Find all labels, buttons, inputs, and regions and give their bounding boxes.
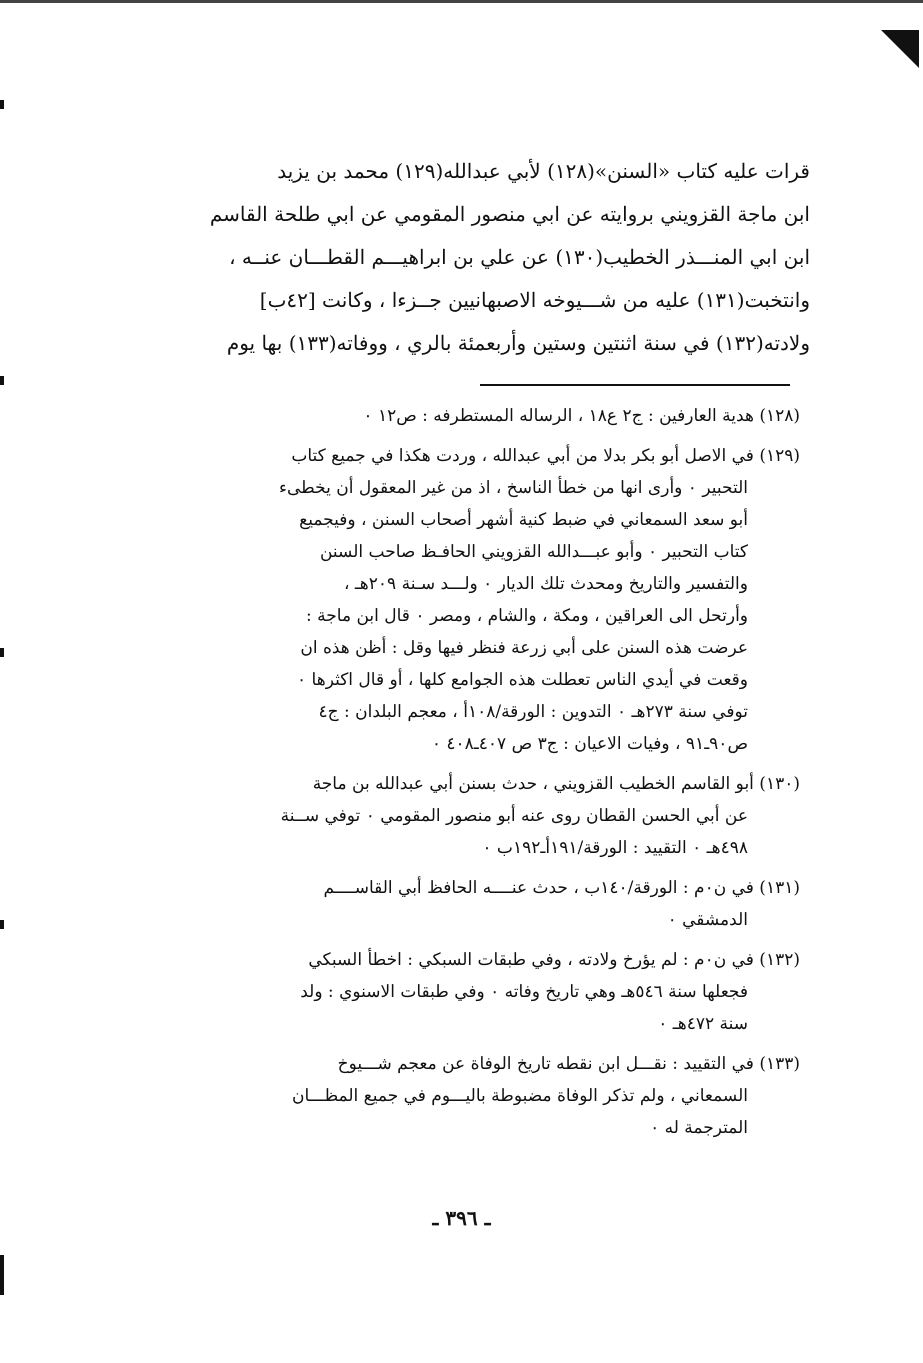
footnote-128 — [140, 400, 800, 432]
main-text-line: ابن ابي المنـــذر الخطيب(١٣٠) عن علي بن ابراهيـــم القطـــان عنــه ، — [229, 245, 810, 269]
footnote-132 — [140, 944, 800, 1040]
footnote-line: كتاب التحبير ٠ وأبو عبـــدالله القزويني الحافـظ صاحب السنن — [319, 542, 748, 562]
main-text-line: ولادته(١٣٢) في سنة اثنتين وستين وأربعمئة بالري ، ووفاته(١٣٣) بها يوم — [226, 331, 810, 355]
footnote-line: (١٢٩) في الاصل أبو بكر بدلا من أبي عبدالله ، وردت هكذا في جميع كتاب — [291, 446, 800, 466]
footnote-line: التحبير ٠ وأرى انها من خطأ الناسخ ، اذ من غير المعقول أن يخطىء — [279, 478, 748, 498]
footnote-line: ص٩٠ـ٩١ ، وفيات الاعيان : ج٣ ص ٤٠٧ـ٤٠٨ ٠ — [431, 734, 748, 754]
footnote-line: سنة ٤٧٢هـ ٠ — [658, 1014, 748, 1034]
footnote-line: والتفسير والتاريخ ومحدث تلك الديار ٠ ولـــد سـنة ٢٠٩هـ ، — [343, 574, 748, 594]
footnote-129 — [140, 440, 800, 760]
footnote-line: (١٣١) في ن٠م : الورقة/١٤٠ب ، حدث عنــــه الحافظ أبي القاســــم — [323, 878, 800, 898]
footnote-line: عرضت هذه السنن على أبي زرعة فنظر فيها وقل : أظن هذه ان — [300, 638, 748, 658]
footnote-line: (١٣٣) في التقييد : نقـــل ابن نقطه تاريخ الوفاة عن معجم شـــيوخ — [337, 1054, 800, 1074]
main-text-line: قرات عليه كتاب «السنن»(١٢٨) لأبي عبدالله(١٢٩) محمد بن يزيد — [277, 159, 810, 183]
footnote-line: (١٣٢) في ن٠م : لم يؤرخ ولادته ، وفي طبقات السبكي : اخطأ السبكي — [308, 950, 800, 970]
footnote-line: (١٢٨) هدية العارفين : ج٢ ع١٨ ، الرساله المستطرفه : ص١٢ ٠ — [363, 406, 800, 426]
page-corner-mark — [881, 30, 919, 68]
margin-mark — [0, 1255, 4, 1295]
footnote-line: وأرتحل الى العراقين ، ومكة ، والشام ، ومصر ٠ قال ابن ماجة : — [306, 606, 748, 626]
margin-mark — [0, 920, 4, 929]
margin-mark — [0, 376, 4, 385]
footnote-line: أبو سعد السمعاني في ضبط كنية أشهر أصحاب السنن ، وفيجميع — [299, 510, 748, 530]
footnote-131 — [140, 872, 800, 936]
footnote-separator — [480, 384, 790, 386]
main-text-line: ابن ماجة القزويني بروايته عن ابي منصور المقومي عن ابي طلحة القاسم — [209, 202, 810, 226]
footnote-line: الدمشقي ٠ — [667, 910, 748, 930]
footnote-line: (١٣٠) أبو القاسم الخطيب القزويني ، حدث بسنن أبي عبدالله بن ماجة — [312, 774, 800, 794]
footnote-line: توفي سنة ٢٧٣هـ ٠ التدوين : الورقة/١٠٨أ ، معجم البلدان : ج٤ — [318, 702, 748, 722]
footnote-130 — [140, 768, 800, 864]
footnote-line: عن أبي الحسن القطان روى عنه أبو منصور المقومي ٠ توفي ســنة — [280, 806, 748, 826]
main-text-block — [150, 150, 810, 365]
footnote-133 — [140, 1048, 800, 1144]
footnote-line: السمعاني ، ولم تذكر الوفاة مضبوطة باليـــوم في جميع المظـــان — [292, 1086, 748, 1106]
footnote-line: المترجمة له ٠ — [650, 1118, 748, 1138]
footnote-line: فجعلها سنة ٥٤٦هـ وهي تاريخ وفاته ٠ وفي طبقات الاسنوي : ولد — [300, 982, 748, 1002]
footnotes-section — [140, 400, 800, 1152]
page-number: ـ ٣٩٦ ـ — [432, 1206, 491, 1230]
footnote-line: ٤٩٨هـ ٠ التقييد : الورقة/١٩١أـ١٩٢ب ٠ — [482, 838, 748, 858]
margin-mark — [0, 648, 4, 657]
main-text-line: وانتخبت(١٣١) عليه من شـــيوخه الاصبهانيين جــزءا ، وكانت [٤٢ب] — [259, 288, 810, 312]
page-top-edge — [0, 0, 923, 3]
margin-mark — [0, 100, 4, 109]
footnote-line: وقعت في أيدي الناس تعطلت هذه الجوامع كلها ، أو قال اكثرها ٠ — [297, 670, 748, 690]
